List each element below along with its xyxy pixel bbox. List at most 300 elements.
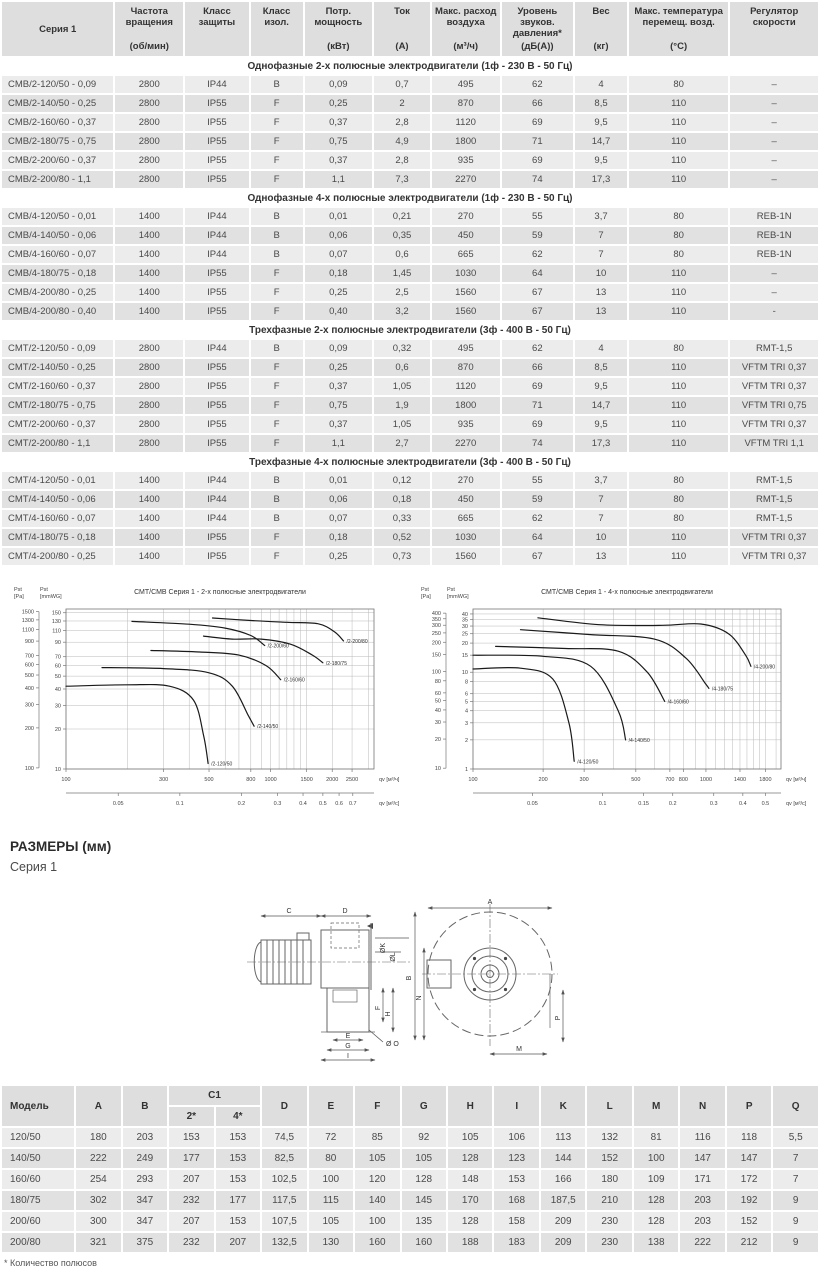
value-cell: 375 — [123, 1233, 167, 1252]
value-cell: 450 — [432, 491, 500, 508]
value-cell: 153 — [216, 1149, 260, 1168]
dims-header-e: E — [309, 1086, 353, 1126]
value-cell: 9 — [773, 1191, 818, 1210]
value-cell: VFTM TRI 0,37 — [730, 548, 818, 565]
value-cell: 1400 — [115, 227, 183, 244]
front-view-labels — [406, 899, 562, 1053]
value-cell: 2270 — [432, 171, 500, 188]
svg-text:10: 10 — [461, 670, 468, 677]
value-cell: 69 — [502, 416, 574, 433]
model-cell: CMT/2-200/80 - 1,1 — [2, 435, 113, 452]
model-cell: CMB/2-140/50 - 0,25 — [2, 95, 113, 112]
value-cell: F — [251, 397, 303, 414]
value-cell: F — [251, 284, 303, 301]
value-cell: F — [251, 152, 303, 169]
dimensions-series-label: Серия 1 — [10, 860, 58, 874]
spec-col-header: Вес (кг) — [575, 2, 627, 56]
value-cell: 132,5 — [262, 1233, 306, 1252]
table-row — [2, 284, 818, 301]
value-cell: 116 — [680, 1128, 724, 1147]
svg-text:0.1: 0.1 — [176, 801, 184, 807]
value-cell: 2800 — [115, 152, 183, 169]
value-cell: IP55 — [185, 359, 249, 376]
value-cell: 71 — [502, 397, 574, 414]
value-cell: 0,06 — [305, 491, 373, 508]
value-cell: F — [251, 548, 303, 565]
dims-header-n: N — [680, 1086, 724, 1126]
svg-text:0.5: 0.5 — [761, 801, 770, 807]
value-cell: 140 — [355, 1191, 399, 1210]
svg-text:600: 600 — [24, 662, 34, 669]
value-cell: 1030 — [432, 529, 500, 546]
value-cell: 7 — [575, 246, 627, 263]
value-cell: VFTM TRI 1,1 — [730, 435, 818, 452]
value-cell: 2800 — [115, 76, 183, 93]
value-cell: 665 — [432, 510, 500, 527]
table-row — [2, 76, 818, 93]
value-cell: 144 — [541, 1149, 585, 1168]
svg-text:0.3: 0.3 — [273, 801, 282, 807]
value-cell: IP55 — [185, 416, 249, 433]
svg-text:500: 500 — [204, 777, 214, 783]
value-cell: IP55 — [185, 303, 249, 320]
svg-text:qv [м³/с]: qv [м³/с] — [379, 801, 400, 807]
value-cell: 0,6 — [374, 246, 430, 263]
value-cell: 13 — [575, 303, 627, 320]
value-cell: 187,5 — [541, 1191, 585, 1210]
table-row — [2, 340, 818, 357]
svg-text:300: 300 — [159, 777, 169, 783]
table-row — [2, 152, 818, 169]
value-cell: 1560 — [432, 303, 500, 320]
chart-4pole — [415, 579, 820, 821]
value-cell: 0,25 — [305, 284, 373, 301]
section-title-row — [2, 454, 818, 470]
value-cell: F — [251, 435, 303, 452]
svg-text:0.7: 0.7 — [348, 801, 357, 807]
value-cell: 2800 — [115, 378, 183, 395]
value-cell: 1400 — [115, 510, 183, 527]
value-cell: 0,37 — [305, 114, 373, 131]
value-cell: 74 — [502, 171, 574, 188]
svg-text:15: 15 — [461, 653, 468, 660]
dims-header-h: H — [448, 1086, 492, 1126]
value-cell: 450 — [432, 227, 500, 244]
table-row — [2, 548, 818, 565]
dims-header-k: K — [541, 1086, 585, 1126]
value-cell: – — [730, 265, 818, 282]
value-cell: 105 — [355, 1149, 399, 1168]
value-cell: IP44 — [185, 246, 249, 263]
value-cell: 232 — [169, 1233, 213, 1252]
dim-label-i: I — [347, 1053, 349, 1060]
svg-text:900: 900 — [24, 639, 34, 646]
svg-text:/2-160/60: /2-160/60 — [283, 677, 305, 684]
value-cell: 110 — [629, 152, 729, 169]
value-cell: 222 — [76, 1149, 120, 1168]
value-cell: 109 — [634, 1170, 678, 1189]
svg-text:0.15: 0.15 — [638, 801, 649, 807]
value-cell: IP55 — [185, 284, 249, 301]
value-cell: 69 — [502, 378, 574, 395]
value-cell: IP55 — [185, 435, 249, 452]
value-cell: 0,18 — [305, 265, 373, 282]
value-cell: 80 — [629, 340, 729, 357]
svg-text:70: 70 — [54, 654, 61, 661]
model-cell: CMB/2-120/50 - 0,09 — [2, 76, 113, 93]
value-cell: B — [251, 491, 303, 508]
spec-col-header: Класс изол. — [251, 2, 303, 56]
svg-text:300: 300 — [579, 777, 589, 783]
value-cell: 2800 — [115, 171, 183, 188]
value-cell: 0,75 — [305, 397, 373, 414]
value-cell: 171 — [680, 1170, 724, 1189]
value-cell: 59 — [502, 491, 574, 508]
svg-text:150: 150 — [51, 610, 61, 617]
value-cell: 300 — [76, 1212, 120, 1231]
value-cell: 105 — [309, 1212, 353, 1231]
value-cell: 110 — [629, 435, 729, 452]
dimension-drawing — [235, 878, 585, 1070]
value-cell: 212 — [727, 1233, 771, 1252]
svg-text:СМТ/СМВ Серия 1 - 2-х полюсн: СМТ/СМВ Серия 1 - 2-х полюсные электродвигатели — [134, 589, 306, 596]
table-row — [2, 114, 818, 131]
dims-header-a: A — [76, 1086, 120, 1126]
table-row — [2, 303, 818, 320]
dims-header-row-1 — [2, 1086, 818, 1105]
value-cell: 192 — [727, 1191, 771, 1210]
value-cell: 8,5 — [575, 359, 627, 376]
value-cell: REB-1N — [730, 208, 818, 225]
value-cell: 0,52 — [374, 529, 430, 546]
svg-text:40: 40 — [434, 707, 441, 714]
value-cell: 9 — [773, 1212, 818, 1231]
value-cell: 128 — [448, 1149, 492, 1168]
value-cell: IP55 — [185, 95, 249, 112]
value-cell: 1120 — [432, 378, 500, 395]
spec-col-header: Макс. температура перемещ. возд. (°С) — [629, 2, 729, 56]
value-cell: 67 — [502, 548, 574, 565]
value-cell: 110 — [629, 171, 729, 188]
value-cell: 0,09 — [305, 76, 373, 93]
dims-header-m: M — [634, 1086, 678, 1126]
spec-col-header: Уровень звуков. давления* (дБ(А)) — [502, 2, 574, 56]
value-cell: 2800 — [115, 114, 183, 131]
value-cell: 153 — [216, 1212, 260, 1231]
model-cell: CMT/2-140/50 - 0,25 — [2, 359, 113, 376]
value-cell: 158 — [494, 1212, 538, 1231]
svg-text:400: 400 — [431, 611, 441, 618]
value-cell: 1120 — [432, 114, 500, 131]
svg-text:100: 100 — [61, 777, 71, 783]
value-cell: 0,25 — [305, 548, 373, 565]
dims-header-c1-2pole: 2* — [169, 1107, 213, 1126]
svg-text:/4-120/50: /4-120/50 — [577, 759, 599, 766]
model-cell: CMB/4-200/80 - 0,40 — [2, 303, 113, 320]
section-title-row — [2, 58, 818, 74]
value-cell: 0,25 — [305, 359, 373, 376]
dim-label-o: Ø O — [386, 1041, 399, 1048]
svg-text:0.05: 0.05 — [112, 801, 124, 807]
value-cell: 110 — [629, 548, 729, 565]
value-cell: 147 — [680, 1149, 724, 1168]
value-cell: IP44 — [185, 340, 249, 357]
svg-text:1400: 1400 — [733, 777, 747, 783]
value-cell: 10 — [575, 265, 627, 282]
value-cell: 1800 — [432, 397, 500, 414]
value-cell: 270 — [432, 472, 500, 489]
svg-text:qv [м³/ч]: qv [м³/ч] — [379, 777, 400, 783]
value-cell: 1400 — [115, 472, 183, 489]
value-cell: VFTM TRI 0,75 — [730, 397, 818, 414]
svg-text:0.4: 0.4 — [299, 801, 307, 807]
svg-text:[mmWG]: [mmWG] — [447, 594, 469, 600]
model-cell: CMB/4-120/50 - 0,01 — [2, 208, 113, 225]
svg-text:/2-200/60: /2-200/60 — [267, 643, 289, 650]
value-cell: 166 — [541, 1170, 585, 1189]
value-cell: 5,5 — [773, 1128, 818, 1147]
section-title: Однофазные 2-х полюсные электродвигатели (1ф - 230 В - 50 Гц) — [2, 58, 818, 74]
value-cell: 130 — [309, 1233, 353, 1252]
svg-text:1100: 1100 — [22, 627, 34, 634]
value-cell: 92 — [402, 1128, 446, 1147]
value-cell: 7 — [773, 1170, 818, 1189]
svg-text:700: 700 — [665, 777, 675, 783]
dims-header-d: D — [262, 1086, 306, 1126]
value-cell: IP55 — [185, 133, 249, 150]
value-cell: IP44 — [185, 491, 249, 508]
value-cell: 2800 — [115, 359, 183, 376]
value-cell: 110 — [629, 416, 729, 433]
svg-text:10: 10 — [54, 767, 61, 773]
model-cell: CMB/2-160/60 - 0,37 — [2, 114, 113, 131]
value-cell: 74 — [502, 435, 574, 452]
value-cell: 3,2 — [374, 303, 430, 320]
value-cell: 69 — [502, 114, 574, 131]
svg-text:1000: 1000 — [699, 777, 713, 783]
value-cell: 0,35 — [374, 227, 430, 244]
value-cell: 152 — [727, 1212, 771, 1231]
value-cell: 67 — [502, 284, 574, 301]
svg-text:qv [м³/с]: qv [м³/с] — [786, 801, 807, 807]
value-cell: 270 — [432, 208, 500, 225]
svg-text:[mmWG]: [mmWG] — [40, 594, 62, 600]
value-cell: IP55 — [185, 265, 249, 282]
value-cell: 210 — [587, 1191, 631, 1210]
svg-text:/4-200/80: /4-200/80 — [753, 664, 776, 671]
value-cell: 1400 — [115, 548, 183, 565]
value-cell: 2800 — [115, 133, 183, 150]
spec-table — [0, 0, 820, 567]
dim-label-g: G — [345, 1043, 351, 1050]
value-cell: 110 — [629, 397, 729, 414]
value-cell: B — [251, 227, 303, 244]
value-cell: – — [730, 133, 818, 150]
value-cell: 935 — [432, 416, 500, 433]
value-cell: 135 — [402, 1212, 446, 1231]
value-cell: 153 — [216, 1128, 260, 1147]
value-cell: 0,09 — [305, 340, 373, 357]
model-cell: 180/75 — [2, 1191, 74, 1210]
value-cell: 0,32 — [374, 340, 430, 357]
value-cell: 4,9 — [374, 133, 430, 150]
value-cell: 132 — [587, 1128, 631, 1147]
value-cell: 0,18 — [305, 529, 373, 546]
dims-header-f: F — [355, 1086, 399, 1126]
dims-header-model: Модель — [2, 1086, 74, 1126]
value-cell: 0,37 — [305, 416, 373, 433]
dim-label-e: E — [345, 1033, 351, 1040]
svg-text:/4-160/60: /4-160/60 — [667, 699, 689, 706]
value-cell: 105 — [448, 1128, 492, 1147]
value-cell: 160 — [355, 1233, 399, 1252]
model-cell: CMT/4-140/50 - 0,06 — [2, 491, 113, 508]
value-cell: 870 — [432, 359, 500, 376]
svg-text:Pst: Pst — [40, 587, 48, 593]
value-cell: B — [251, 340, 303, 357]
value-cell: – — [730, 95, 818, 112]
value-cell: 123 — [494, 1149, 538, 1168]
value-cell: 80 — [309, 1149, 353, 1168]
svg-text:6: 6 — [464, 691, 468, 698]
value-cell: 2,5 — [374, 284, 430, 301]
value-cell: 7 — [575, 227, 627, 244]
value-cell: F — [251, 114, 303, 131]
value-cell: B — [251, 76, 303, 93]
value-cell: 13 — [575, 284, 627, 301]
value-cell: VFTM TRI 0,37 — [730, 416, 818, 433]
svg-text:СМТ/СМВ Серия 1 - 4-х полюсн: СМТ/СМВ Серия 1 - 4-х полюсные электродвигатели — [541, 589, 713, 596]
value-cell: 80 — [629, 510, 729, 527]
value-cell: 62 — [502, 76, 574, 93]
svg-text:80: 80 — [434, 678, 441, 685]
value-cell: 102,5 — [262, 1170, 306, 1189]
value-cell: 59 — [502, 227, 574, 244]
front-view — [422, 904, 558, 1046]
svg-text:20: 20 — [434, 737, 441, 744]
model-cell: CMT/2-200/60 - 0,37 — [2, 416, 113, 433]
model-cell: CMB/2-200/80 - 1,1 — [2, 171, 113, 188]
table-row — [2, 1191, 818, 1210]
model-cell: 160/60 — [2, 1170, 74, 1189]
value-cell: 82,5 — [262, 1149, 306, 1168]
value-cell: 0,07 — [305, 510, 373, 527]
value-cell: 80 — [629, 227, 729, 244]
svg-text:50: 50 — [434, 698, 441, 705]
spec-col-header: Регулятор скорости — [730, 2, 818, 56]
dimension-diagram — [0, 878, 820, 1070]
dims-header-b: B — [123, 1086, 167, 1126]
value-cell: VFTM TRI 0,37 — [730, 529, 818, 546]
value-cell: 249 — [123, 1149, 167, 1168]
value-cell: F — [251, 171, 303, 188]
table-row — [2, 1170, 818, 1189]
value-cell: RMT-1,5 — [730, 510, 818, 527]
value-cell: 0,75 — [305, 133, 373, 150]
value-cell: 117,5 — [262, 1191, 306, 1210]
value-cell: 9,5 — [575, 378, 627, 395]
table-row — [2, 246, 818, 263]
value-cell: 128 — [448, 1212, 492, 1231]
value-cell: 203 — [123, 1128, 167, 1147]
spec-col-header: Серия 1 — [2, 2, 113, 56]
performance-charts — [0, 567, 820, 825]
dim-label-f: F — [375, 1005, 382, 1011]
dim-label-m: M — [516, 1046, 522, 1053]
value-cell: F — [251, 265, 303, 282]
value-cell: 148 — [448, 1170, 492, 1189]
model-cell: CMT/2-120/50 - 0,09 — [2, 340, 113, 357]
svg-text:40: 40 — [461, 611, 468, 618]
value-cell: 153 — [494, 1170, 538, 1189]
dim-label-k: ØK — [380, 942, 387, 954]
model-cell: CMT/4-200/80 - 0,25 — [2, 548, 113, 565]
value-cell: 100 — [634, 1149, 678, 1168]
table-row — [2, 171, 818, 188]
value-cell: IP55 — [185, 397, 249, 414]
value-cell: RMT-1,5 — [730, 472, 818, 489]
spec-table-header-row — [2, 2, 818, 56]
svg-text:90: 90 — [54, 640, 61, 647]
value-cell: 4 — [575, 340, 627, 357]
value-cell: 172 — [727, 1170, 771, 1189]
value-cell: REB-1N — [730, 227, 818, 244]
value-cell: 1400 — [115, 491, 183, 508]
value-cell: 1400 — [115, 303, 183, 320]
section-title: Однофазные 4-х полюсные электродвигатели (1ф - 230 В - 50 Гц) — [2, 190, 818, 206]
svg-text:500: 500 — [631, 777, 641, 783]
value-cell: RMT-1,5 — [730, 340, 818, 357]
svg-text:300: 300 — [24, 702, 34, 709]
value-cell: 14,7 — [575, 397, 627, 414]
svg-text:200: 200 — [538, 777, 548, 783]
value-cell: 105 — [402, 1149, 446, 1168]
svg-text:2: 2 — [464, 737, 468, 744]
value-cell: 120 — [355, 1170, 399, 1189]
model-cell: CMT/4-160/60 - 0,07 — [2, 510, 113, 527]
svg-text:30: 30 — [54, 703, 61, 710]
table-row — [2, 1212, 818, 1231]
value-cell: 66 — [502, 95, 574, 112]
value-cell: 100 — [355, 1212, 399, 1231]
table-row — [2, 1149, 818, 1168]
value-cell: 64 — [502, 265, 574, 282]
value-cell: 55 — [502, 208, 574, 225]
svg-text:0.1: 0.1 — [598, 801, 607, 807]
value-cell: 180 — [76, 1128, 120, 1147]
svg-text:200: 200 — [431, 640, 441, 647]
value-cell: 118 — [727, 1128, 771, 1147]
value-cell: 80 — [629, 208, 729, 225]
table-row — [2, 265, 818, 282]
spec-col-header: Ток (А) — [374, 2, 430, 56]
svg-text:800: 800 — [678, 777, 688, 783]
value-cell: 302 — [76, 1191, 120, 1210]
value-cell: IP55 — [185, 171, 249, 188]
value-cell: IP55 — [185, 114, 249, 131]
value-cell: IP55 — [185, 548, 249, 565]
value-cell: 153 — [216, 1170, 260, 1189]
svg-text:5: 5 — [464, 699, 468, 706]
value-cell: 2 — [374, 95, 430, 112]
value-cell: 110 — [629, 378, 729, 395]
svg-text:800: 800 — [246, 777, 256, 783]
svg-text:0.6: 0.6 — [335, 801, 343, 807]
svg-text:60: 60 — [54, 663, 61, 670]
svg-text:0.3: 0.3 — [709, 801, 718, 807]
svg-text:4: 4 — [464, 708, 468, 715]
table-row — [2, 529, 818, 546]
